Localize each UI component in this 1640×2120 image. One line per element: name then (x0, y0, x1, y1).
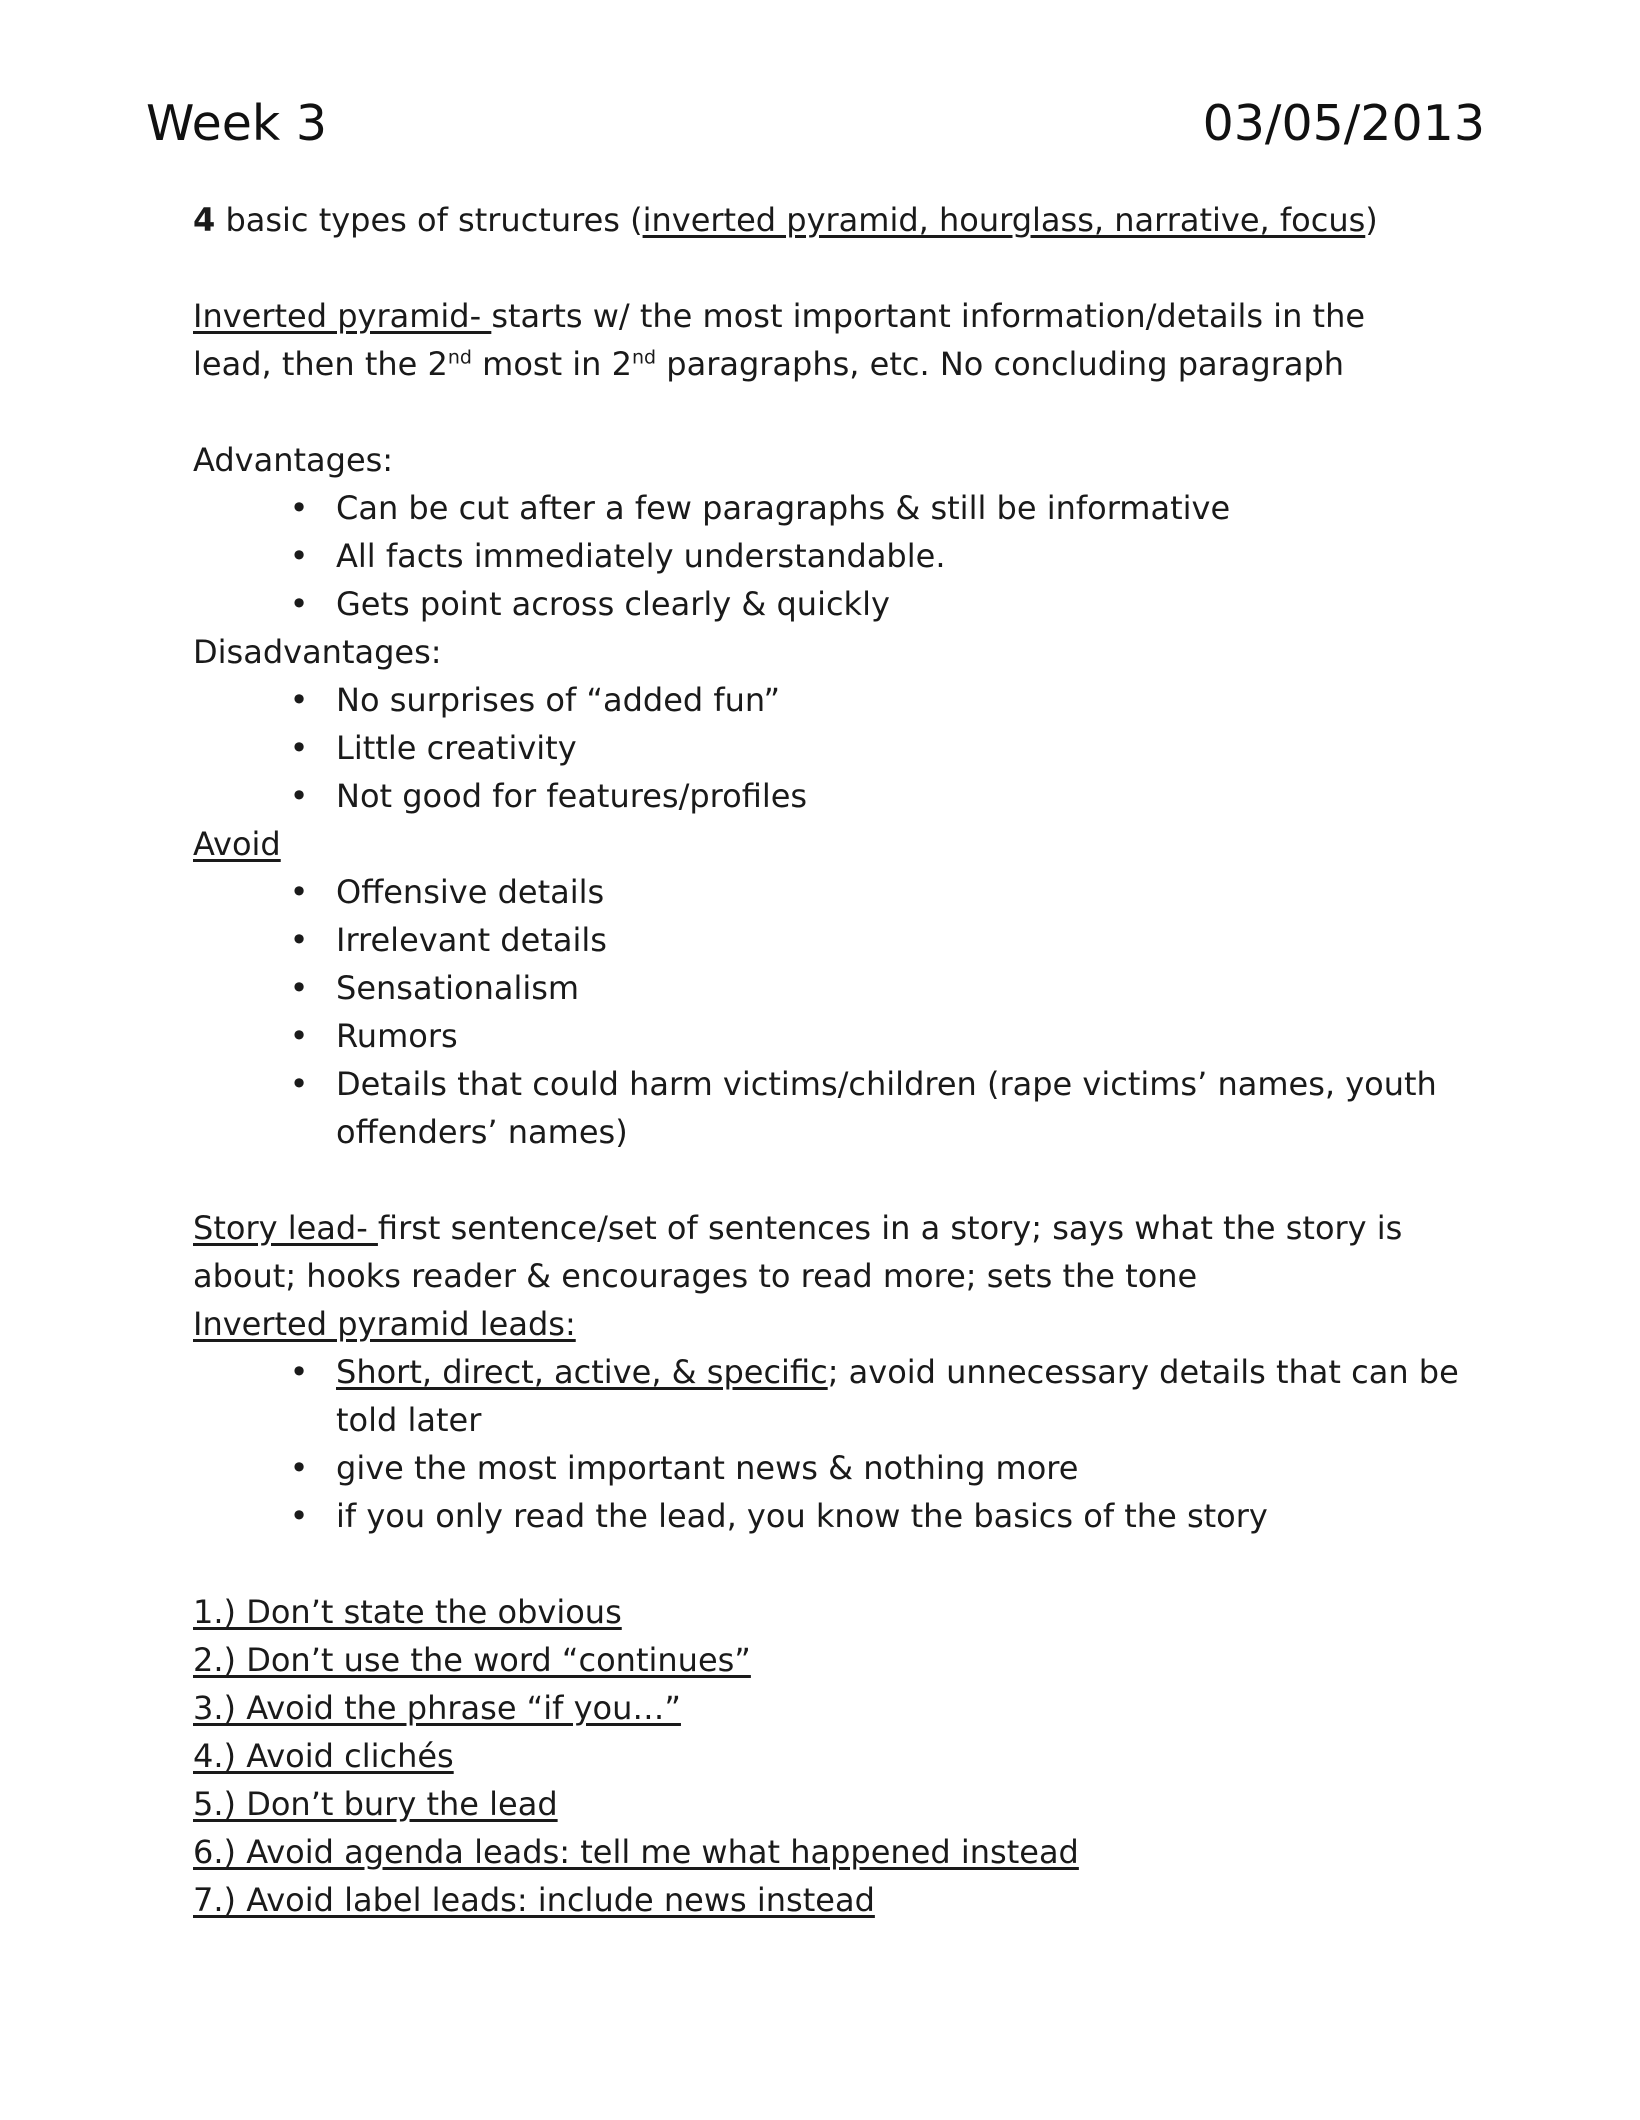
ip-text-c: paragraphs, etc. No concluding paragraph (656, 345, 1345, 383)
story-lead-line-2: about; hooks reader & encourages to read more; sets the tone (193, 1257, 1198, 1295)
list-item-text: give the most important news & nothing more (336, 1449, 1079, 1487)
ip-leads-list (193, 1348, 1493, 1540)
intro-line (193, 196, 1493, 244)
advantages-list (193, 484, 1493, 628)
bullet-icon: • (289, 1017, 309, 1055)
list-item (193, 484, 1493, 532)
list-item (193, 532, 1493, 580)
inverted-pyramid-term: Inverted pyramid- (193, 297, 492, 335)
bullet-icon: • (289, 777, 309, 815)
inverted-pyramid-line-1 (193, 292, 1493, 340)
list-item (193, 868, 1493, 916)
list-item (193, 1348, 1493, 1444)
rule-item: 3.) Avoid the phrase “if you…” (193, 1689, 681, 1727)
list-item-text: No surprises of “added fun” (336, 681, 781, 719)
list-item-text: if you only read the lead, you know the basics of the story (336, 1497, 1268, 1535)
list-item-text: All facts immediately understandable. (336, 537, 946, 575)
list-item (193, 724, 1493, 772)
inverted-pyramid-def-1: starts w/ the most important information/details in the (491, 297, 1366, 335)
bullet-icon: • (289, 1353, 309, 1391)
advantages-label: Advantages: (193, 441, 394, 479)
bullet-icon: • (289, 921, 309, 959)
list-item-text: Irrelevant details (336, 921, 607, 959)
bullet-icon: • (289, 681, 309, 719)
inverted-pyramid-line-2 (193, 340, 1493, 388)
list-item-text: Sensationalism (336, 969, 580, 1007)
notes-body (193, 196, 1493, 1924)
list-item-text: Little creativity (336, 729, 577, 767)
rule-item: 5.) Don’t bury the lead (193, 1785, 558, 1823)
intro-text: basic types of structures ( (215, 201, 643, 239)
ip-text-b: most in 2 (471, 345, 632, 383)
ip-sup-2: nd (631, 346, 657, 369)
list-item-text: Details that could harm victims/children (rape victims’ names, youth offenders’ names) (336, 1065, 1437, 1151)
disadvantages-label: Disadvantages: (193, 633, 442, 671)
bullet-icon: • (289, 969, 309, 1007)
story-lead-line-1 (193, 1204, 1493, 1252)
lead-qualities-rest: ; avoid unnecessary details that can be told later (336, 1353, 1459, 1439)
intro-number: 4 (193, 201, 216, 239)
list-item-text (336, 1348, 1476, 1444)
list-item (193, 676, 1493, 724)
bullet-icon: • (289, 489, 309, 527)
avoid-list (193, 868, 1493, 1156)
list-item-text: Not good for features/profiles (336, 777, 808, 815)
list-item (193, 964, 1493, 1012)
bullet-icon: • (289, 1449, 309, 1487)
bullet-icon: • (289, 729, 309, 767)
list-item (193, 772, 1493, 820)
story-lead-term: Story lead- (193, 1209, 378, 1247)
rule-item: 1.) Don’t state the obvious (193, 1593, 622, 1631)
rule-item: 7.) Avoid label leads: include news instead (193, 1881, 875, 1919)
list-item (193, 1060, 1493, 1156)
bullet-icon: • (289, 537, 309, 575)
lead-qualities: Short, direct, active, & specific (336, 1353, 828, 1391)
bullet-icon: • (289, 1497, 309, 1535)
rule-item: 6.) Avoid agenda leads: tell me what happened instead (193, 1833, 1079, 1871)
avoid-label: Avoid (193, 825, 281, 863)
ip-leads-label: Inverted pyramid leads: (193, 1305, 576, 1343)
list-item (193, 1444, 1493, 1492)
list-item (193, 916, 1493, 964)
list-item-text: Offensive details (336, 873, 605, 911)
bullet-icon: • (289, 585, 309, 623)
ip-text-a: lead, then the 2 (193, 345, 448, 383)
bullet-icon: • (289, 1065, 309, 1103)
list-item-text: Gets point across clearly & quickly (336, 585, 890, 623)
rule-item: 4.) Avoid clichés (193, 1737, 454, 1775)
date: 03/05/2013 (1202, 95, 1485, 152)
list-item (193, 1012, 1493, 1060)
structure-types: inverted pyramid, hourglass, narrative, focus (642, 201, 1366, 239)
week-title: Week 3 (146, 95, 327, 152)
rules-list (193, 1588, 1493, 1924)
list-item (193, 580, 1493, 628)
list-item-text: Can be cut after a few paragraphs & still be informative (336, 489, 1231, 527)
bullet-icon: • (289, 873, 309, 911)
intro-close: ) (1365, 201, 1378, 239)
rule-item: 2.) Don’t use the word “continues” (193, 1641, 751, 1679)
list-item (193, 1492, 1493, 1540)
list-item-text: Rumors (336, 1017, 458, 1055)
ip-sup-1: nd (447, 346, 472, 369)
story-lead-def-1: first sentence/set of sentences in a story; says what the story is (377, 1209, 1403, 1247)
disadvantages-list (193, 676, 1493, 820)
